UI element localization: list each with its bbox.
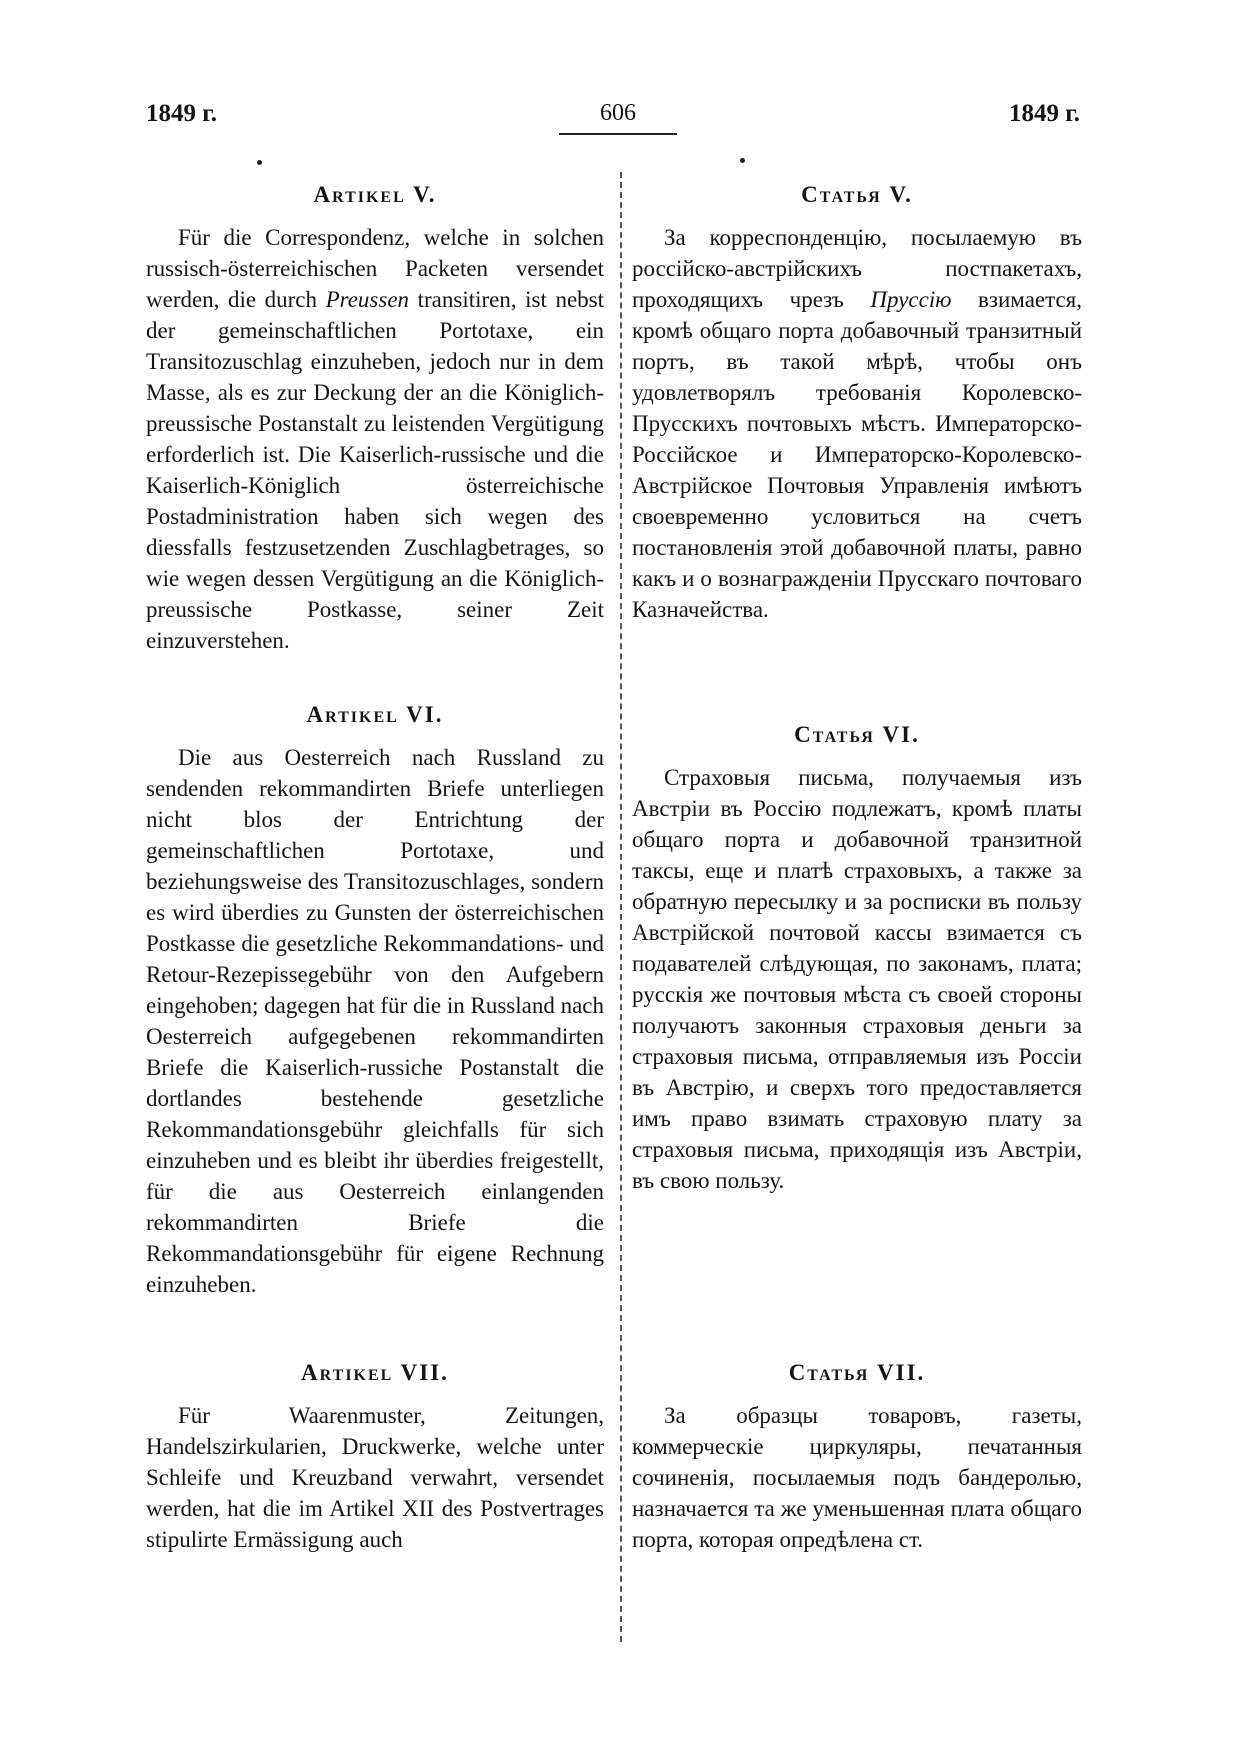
article-body: За корреспонденцію, посылаемую въ россійско-австрійскихъ постпакетахъ, проходящихъ чрезъ Пруссію взимается, кромѣ общаго порта добавочный транзитный портъ, въ такой мѣрѣ, чтобы онъ удовлетворялъ требованія Королевско-Прусскихъ почтовыхъ мѣстъ. Императорско-Россійское и Императорско-Королевско-Австрійское Почтовыя Управленія имѣютъ своевременно условиться на счетъ постановленія этой добавочной платы, равно какъ и о вознагражденіи Прусскаго почтоваго Казначейства. (632, 225, 1082, 622)
emphasized-word: Preussen (325, 287, 410, 312)
column-divider (620, 172, 622, 1642)
article-section (632, 1360, 1082, 1555)
article-section (632, 182, 1082, 625)
article-section (146, 702, 604, 1300)
article-heading: Artikel VII. (301, 1360, 449, 1385)
article-heading: Artikel VI. (306, 702, 444, 727)
article-section (146, 182, 604, 656)
article-heading: Artikel V. (313, 182, 437, 207)
article-body: Die aus Oesterreich nach Russland zu sendenden rekommandirten Briefe unterliegen nicht blos der Entrichtung der gemeinschaftlichen Portotaxe, und beziehungsweise des Transitozuschlages, sondern es wird überdies zu Gunsten der österreichischen Postkasse die gesetzliche Rekommandations- und Retour-Rezepissegebühr von den Aufgebern eingehoben; dagegen hat für die in Russland nach Oesterreich aufgegebenen rekommandirten Briefe die Kaiserlich-russiche Postanstalt die dortlandes bestehende gesetzliche Rekommandationsgebühr gleichfalls für sich einzuheben und es bleibt ihr überdies freigestellt, für die aus Oesterreich einlangenden rekommandirten Briefe die Rekommandationsgebühr für eigene Rechnung einzuheben. (146, 745, 604, 1297)
article-body: Страховыя письма, получаемыя изъ Австріи въ Россію подлежатъ, кромѣ платы общаго порта и добавочной транзитной таксы, еще и платѣ страховыхъ, а также за обратную пересылку и за росписки въ пользу Австрійской почтовой кассы взимается съ подавателей слѣдующая, по законамъ, плата; русскія же почтовыя мѣста съ своей стороны получаютъ законныя страховыя деньги за страховыя письма, отправляемыя изъ Россіи въ Австрію, и сверхъ того предоставляется имъ право взимать страховую плату за страховыя письма, приходящія изъ Австріи, въ свою пользу. (632, 765, 1082, 1193)
article-section (632, 722, 1082, 1196)
stray-dot (740, 158, 745, 163)
article-heading: Статья VII. (788, 1360, 926, 1385)
running-head-right: 1849 г. (1009, 100, 1081, 127)
page-number: 606 (600, 100, 636, 126)
article-body: За образцы товаровъ, газеты, коммерческіе циркуляры, печатанныя сочиненія, посылаемыя подъ бандеролью, назначается та же уменьшенная плата общаго порта, которая опредѣлена ст. (632, 1403, 1082, 1552)
article-section (146, 1360, 604, 1555)
running-head-left: 1849 г. (146, 100, 218, 127)
article-heading: Статья VI. (794, 722, 920, 747)
article-body: Für die Correspondenz, welche in solchen russisch-österreichischen Packeten versendet werden, die durch Preussen transitiren, ist nebst der gemeinschaftlichen Portotaxe, ein Transitozuschlag einzuheben, jedoch nur in dem Masse, als es zur Deckung der an die Königlich-preussische Postanstalt zu leistenden Vergütigung erforderlich ist. Die Kaiserlich-russische und die Kaiserlich-Königlich österreichische Postadministration haben sich wegen des diessfalls festzusetzenden Zuschlagbetrages, so wie wegen dessen Vergütigung an die Königlich-preussische Postkasse, seiner Zeit einzuverstehen. (146, 225, 604, 653)
page-number-rule (559, 133, 677, 135)
article-body: Für Waarenmuster, Zeitungen, Handelszirkularien, Druckwerke, welche unter Schleife und Kreuzband verwahrt, versendet werden, hat die im Artikel XII des Postvertrages stipulirte Ermässigung auch (146, 1403, 604, 1552)
emphasized-word: Пруссію (870, 287, 952, 312)
stray-dot (257, 160, 262, 165)
article-heading: Статья V. (801, 182, 913, 207)
